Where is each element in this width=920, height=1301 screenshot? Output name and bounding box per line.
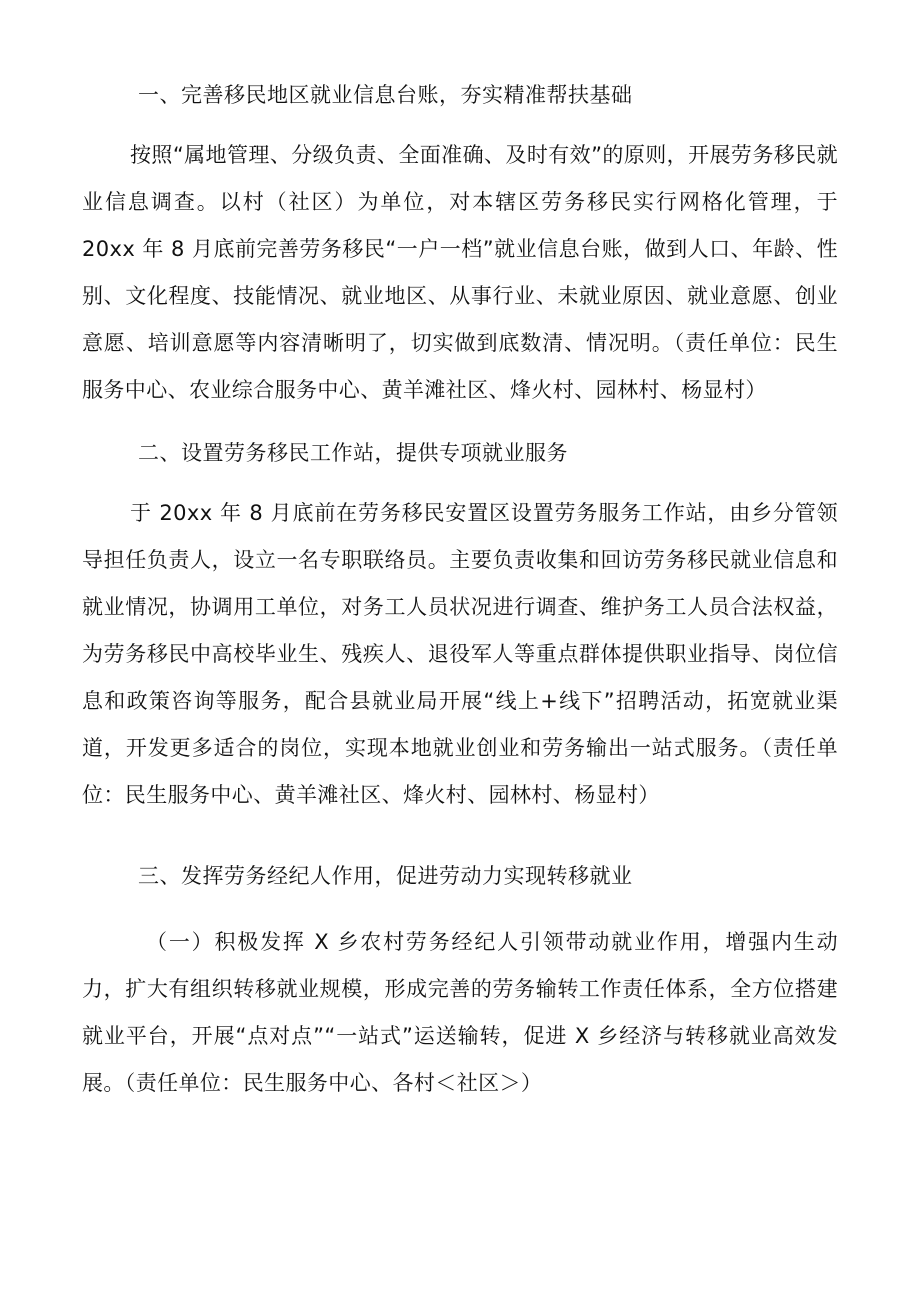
section-paragraph-2: 于 20xx 年 8 月底前在劳务移民安置区设置劳务服务工作站，由乡分管领导担任负责人，设立一名专职联络员。主要负责收集和回访劳务移民就业信息和就业情况，协调用工单位，对务工人员状况进行调查、维护务工人员合法权益，为劳务移民中高校毕业生、残疾人、退役军人等重点群体提供职业指导、岗位信息和政策咨询等服务，配合县就业局开展“线上+线下”招聘活动，拓宽就业渠道，开发更多适合的岗位，实现本地就业创业和劳务输出一站式服务。（责任单位：民生服务中心、黄羊滩社区、烽火村、园林村、杨显村） [82, 501, 838, 807]
section-heading-1: 一、完善移民地区就业信息台账，夯实精准帮扶基础 [138, 83, 633, 107]
section-paragraph-1: 按照“属地管理、分级负责、全面准确、及时有效”的原则，开展劳务移民就业信息调查。以村（社区）为单位，对本辖区劳务移民实行网格化管理，于 20xx 年 8 月底前完善劳务移民“一户一档”就业信息台账，做到人口、年龄、性别、文化程度、技能情况、就业地区、从事行业、未就业原因、就业意愿、创业意愿、培训意愿等内容清晰明了，切实做到底数清、情况明。（责任单位：民生服务中心、农业综合服务中心、黄羊滩社区、烽火村、园林村、杨显村） [82, 143, 838, 402]
section-paragraph-3: （一）积极发挥 X 乡农村劳务经纪人引领带动就业作用，增强内生动力，扩大有组织转移就业规模，形成完善的劳务输转工作责任体系，全方位搭建就业平台，开展“点对点”“一站式”运送输转，促进 X 乡经济与转移就业高效发展。（责任单位：民生服务中心、各村＜社区＞） [82, 930, 838, 1095]
section-heading-2: 二、设置劳务移民工作站，提供专项就业服务 [138, 441, 568, 465]
document-page [82, 76, 838, 1107]
section-heading-3: 三、发挥劳务经纪人作用，促进劳动力实现转移就业 [138, 864, 633, 888]
